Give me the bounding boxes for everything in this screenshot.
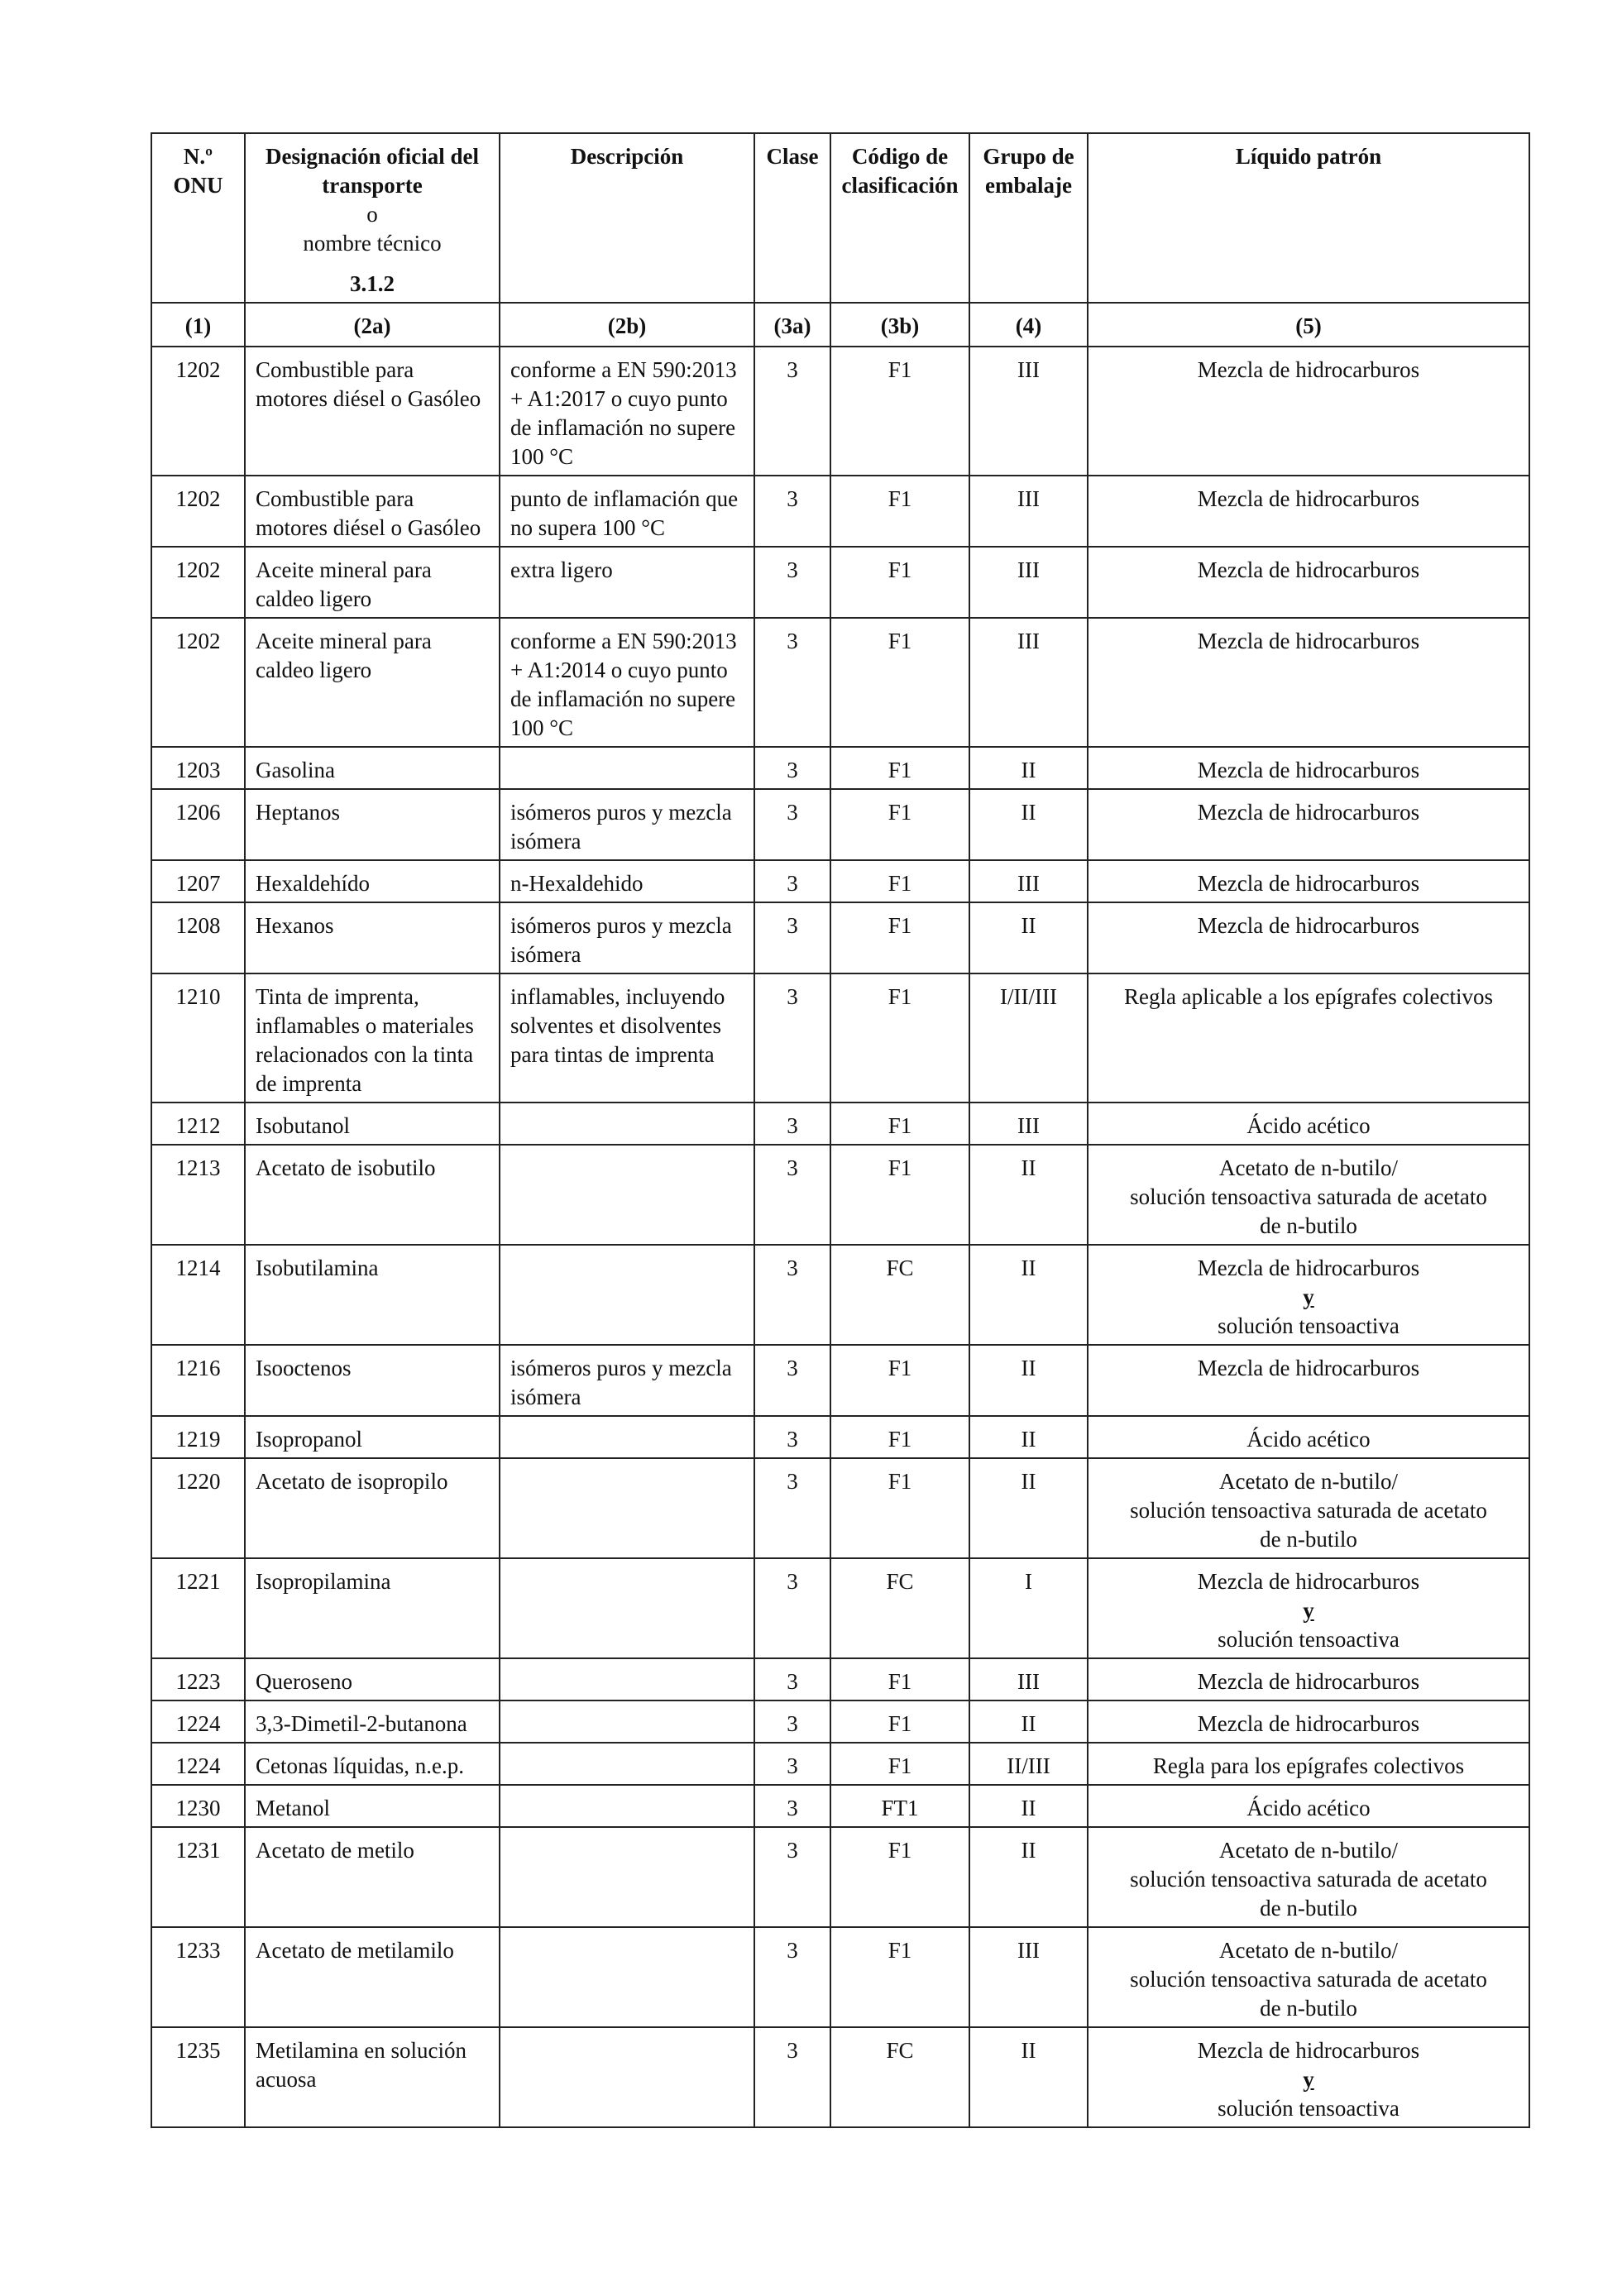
classification-code-cell: F1 [830,1827,969,1927]
table-row [151,860,1529,902]
packing-group-cell: II/III [969,1743,1088,1785]
un-number-cell: 1230 [151,1785,245,1827]
shipping-name-cell: Acetato de isopropilo [245,1458,500,1558]
table-row [151,747,1529,789]
table-row [151,2027,1529,2127]
class-cell: 3 [754,902,830,973]
table-row [151,1245,1529,1345]
un-number-cell: 1235 [151,2027,245,2127]
standard-liquid-line: de n-butilo [1260,1213,1357,1238]
classification-code-cell: F1 [830,476,969,547]
classification-code-cell: F1 [830,1416,969,1458]
standard-liquid-cell [1088,1416,1529,1458]
description-cell [500,1927,754,2027]
un-number-cell: 1206 [151,789,245,860]
class-cell: 3 [754,1558,830,1658]
packing-group-cell: III [969,860,1088,902]
un-number-cell: 1221 [151,1558,245,1658]
standard-liquid-line: Mezcla de hidrocarburos [1197,2038,1420,2063]
standard-liquid-cell [1088,973,1529,1103]
standard-liquid-cell [1088,1785,1529,1827]
description-cell [500,1416,754,1458]
standard-liquid-line: solución tensoactiva saturada de acetato [1130,1967,1487,1992]
standard-liquid-line: Regla para los epígrafes colectivos [1152,1753,1465,1778]
packing-group-cell: III [969,1658,1088,1700]
description-cell: n-Hexaldehido [500,860,754,902]
packing-group-cell: III [969,547,1088,618]
description-cell: conforme a EN 590:2013 + A1:2014 o cuyo punto de inflamación no supere 100 °C [500,618,754,747]
shipping-name-cell: Isobutanol [245,1103,500,1145]
table-row [151,1458,1529,1558]
standard-liquid-line: Acetato de n-butilo/ [1219,1838,1398,1863]
description-cell [500,1658,754,1700]
packing-group-cell: II [969,1345,1088,1416]
shipping-name-cell: Isopropilamina [245,1558,500,1658]
packing-group-cell: II [969,1416,1088,1458]
shipping-name-cell: Isopropanol [245,1416,500,1458]
standard-liquid-line: de n-butilo [1260,1527,1357,1552]
class-cell: 3 [754,1458,830,1558]
class-cell: 3 [754,1145,830,1245]
class-cell: 3 [754,1827,830,1927]
shipping-name-cell: Aceite mineral para caldeo ligero [245,618,500,747]
standard-liquid-line: Mezcla de hidrocarburos [1197,629,1420,653]
classification-code-cell: FC [830,1558,969,1658]
standard-liquid-cell [1088,1145,1529,1245]
standard-liquid-cell [1088,476,1529,547]
description-cell: inflamables, incluyendo solventes et disolventes para tintas de imprenta [500,973,754,1103]
un-number-cell: 1207 [151,860,245,902]
standard-liquid-line: Mezcla de hidrocarburos [1197,557,1420,582]
standard-liquid-line: Acetato de n-butilo/ [1219,1155,1398,1180]
header-name-line2: o [366,202,378,227]
packing-group-cell: III [969,618,1088,747]
classification-code-cell: F1 [830,860,969,902]
conjunction-y: y [1303,1598,1314,1623]
table-row [151,1658,1529,1700]
table-row [151,1743,1529,1785]
packing-group-cell: I/II/III [969,973,1088,1103]
shipping-name-cell: Acetato de isobutilo [245,1145,500,1245]
description-cell [500,747,754,789]
table-row [151,547,1529,618]
classification-code-cell: F1 [830,747,969,789]
description-cell [500,1827,754,1927]
standard-liquid-line: Mezcla de hidrocarburos [1197,357,1420,382]
class-cell: 3 [754,1927,830,2027]
classification-code-cell: F1 [830,618,969,747]
class-cell: 3 [754,1743,830,1785]
header-class: Clase [754,133,830,303]
header-name-line1: Designación oficial del transporte [266,144,479,198]
description-cell: isómeros puros y mezcla isómera [500,902,754,973]
shipping-name-cell: Combustible para motores diésel o Gasóleo [245,476,500,547]
table-row [151,789,1529,860]
packing-group-cell: II [969,2027,1088,2127]
standard-liquid-cell [1088,1658,1529,1700]
table-body [151,303,1529,2127]
standard-liquid-line: de n-butilo [1260,1896,1357,1921]
un-number-cell: 1202 [151,547,245,618]
un-number-cell: 1210 [151,973,245,1103]
un-number-cell: 1214 [151,1245,245,1345]
description-cell [500,1103,754,1145]
description-cell [500,1785,754,1827]
standard-liquid-line: Mezcla de hidrocarburos [1197,1569,1420,1594]
column-number: (4) [969,303,1088,347]
class-cell: 3 [754,1103,830,1145]
standard-liquid-line: Mezcla de hidrocarburos [1197,800,1420,825]
classification-code-cell: F1 [830,1700,969,1743]
class-cell: 3 [754,1785,830,1827]
shipping-name-cell: Isooctenos [245,1345,500,1416]
shipping-name-cell: Hexaldehído [245,860,500,902]
classification-code-cell: F1 [830,1345,969,1416]
table-row [151,1700,1529,1743]
classification-code-cell: F1 [830,1658,969,1700]
packing-group-cell: III [969,1103,1088,1145]
classification-code-cell: FC [830,2027,969,2127]
conjunction-y: y [1303,1284,1314,1309]
description-cell [500,1245,754,1345]
table-row [151,1558,1529,1658]
conjunction-y: y [1303,2067,1314,2092]
standard-liquid-cell [1088,1103,1529,1145]
standard-liquid-cell [1088,1743,1529,1785]
standard-liquid-line: Ácido acético [1246,1427,1371,1452]
standard-liquid-line: solución tensoactiva saturada de acetato [1130,1184,1487,1209]
class-cell: 3 [754,789,830,860]
classification-code-cell: F1 [830,1458,969,1558]
un-number-cell: 1224 [151,1743,245,1785]
class-cell: 3 [754,1658,830,1700]
standard-liquid-cell [1088,1458,1529,1558]
classification-code-cell: F1 [830,789,969,860]
column-number: (5) [1088,303,1529,347]
table-row [151,1827,1529,1927]
table-row [151,476,1529,547]
column-number: (2a) [245,303,500,347]
header-row [151,133,1529,303]
packing-group-cell: II [969,1458,1088,1558]
header-packing-group: Grupo de embalaje [969,133,1088,303]
standard-liquid-cell [1088,1558,1529,1658]
shipping-name-cell: Metanol [245,1785,500,1827]
classification-code-cell: F1 [830,1743,969,1785]
packing-group-cell: III [969,347,1088,476]
standard-liquid-line: Regla aplicable a los epígrafes colectivos [1123,984,1494,1009]
classification-code-cell: F1 [830,547,969,618]
column-number: (3a) [754,303,830,347]
shipping-name-cell: 3,3-Dimetil-2-butanona [245,1700,500,1743]
shipping-name-cell: Queroseno [245,1658,500,1700]
header-name-line3: nombre técnico [303,231,442,256]
packing-group-cell: II [969,1785,1088,1827]
class-cell: 3 [754,2027,830,2127]
standard-liquid-line: solución tensoactiva [1218,2096,1400,2121]
shipping-name-cell: Aceite mineral para caldeo ligero [245,547,500,618]
standard-liquid-cell [1088,547,1529,618]
shipping-name-cell: Acetato de metilo [245,1827,500,1927]
standard-liquid-line: Ácido acético [1246,1796,1371,1820]
description-cell: conforme a EN 590:2013 + A1:2017 o cuyo punto de inflamación no supere 100 °C [500,347,754,476]
shipping-name-cell: Metilamina en solución acuosa [245,2027,500,2127]
standard-liquid-cell [1088,347,1529,476]
standard-liquid-cell [1088,1345,1529,1416]
header-un-number: N.º ONU [151,133,245,303]
class-cell: 3 [754,973,830,1103]
standard-liquid-cell [1088,860,1529,902]
header-classification-code: Código de clasificación [830,133,969,303]
class-cell: 3 [754,618,830,747]
un-number-cell: 1213 [151,1145,245,1245]
packing-group-cell: III [969,1927,1088,2027]
shipping-name-cell: Acetato de metilamilo [245,1927,500,2027]
column-number-row [151,303,1529,347]
table-row [151,973,1529,1103]
standard-liquid-line: Ácido acético [1246,1113,1371,1138]
standard-liquid-line: solución tensoactiva [1218,1627,1400,1652]
un-number-cell: 1216 [151,1345,245,1416]
standard-liquid-line: solución tensoactiva saturada de acetato [1130,1498,1487,1523]
table-row [151,1927,1529,2027]
shipping-name-cell: Tinta de imprenta, inflamables o materiales relacionados con la tinta de imprenta [245,973,500,1103]
column-number: (1) [151,303,245,347]
un-number-cell: 1212 [151,1103,245,1145]
table-row [151,618,1529,747]
un-number-cell: 1231 [151,1827,245,1927]
un-number-cell: 1202 [151,476,245,547]
packing-group-cell: II [969,789,1088,860]
un-number-cell: 1220 [151,1458,245,1558]
header-standard-liquid: Líquido patrón [1088,133,1529,303]
un-number-cell: 1219 [151,1416,245,1458]
packing-group-cell: II [969,747,1088,789]
table-row [151,1785,1529,1827]
description-cell [500,1458,754,1558]
description-cell [500,1145,754,1245]
standard-liquid-cell [1088,902,1529,973]
classification-code-cell: F1 [830,1145,969,1245]
dangerous-goods-table [151,132,1530,2128]
un-number-cell: 1233 [151,1927,245,2027]
standard-liquid-line: Mezcla de hidrocarburos [1197,871,1420,896]
packing-group-cell: II [969,1245,1088,1345]
un-number-cell: 1223 [151,1658,245,1700]
standard-liquid-line: Mezcla de hidrocarburos [1197,913,1420,938]
packing-group-cell: II [969,1700,1088,1743]
shipping-name-cell: Heptanos [245,789,500,860]
standard-liquid-line: Acetato de n-butilo/ [1219,1938,1398,1963]
standard-liquid-line: Mezcla de hidrocarburos [1197,1256,1420,1280]
standard-liquid-line: solución tensoactiva [1218,1313,1400,1338]
classification-code-cell: F1 [830,973,969,1103]
standard-liquid-line: solución tensoactiva saturada de acetato [1130,1867,1487,1892]
un-number-cell: 1203 [151,747,245,789]
standard-liquid-line: de n-butilo [1260,1996,1357,2021]
header-section-ref: 3.1.2 [350,271,395,296]
table-row [151,902,1529,973]
un-number-cell: 1202 [151,347,245,476]
un-number-cell: 1202 [151,618,245,747]
standard-liquid-cell [1088,1245,1529,1345]
description-cell: punto de inflamación que no supera 100 °C [500,476,754,547]
class-cell: 3 [754,1345,830,1416]
description-cell: isómeros puros y mezcla isómera [500,1345,754,1416]
standard-liquid-line: Mezcla de hidrocarburos [1197,486,1420,511]
description-cell [500,1700,754,1743]
standard-liquid-line: Acetato de n-butilo/ [1219,1469,1398,1494]
header-proper-shipping-name [245,133,500,303]
class-cell: 3 [754,747,830,789]
column-number: (3b) [830,303,969,347]
standard-liquid-cell [1088,618,1529,747]
packing-group-cell: I [969,1558,1088,1658]
packing-group-cell: II [969,1145,1088,1245]
classification-code-cell: F1 [830,902,969,973]
table-row [151,1416,1529,1458]
header-description: Descripción [500,133,754,303]
standard-liquid-line: Mezcla de hidrocarburos [1197,1711,1420,1736]
shipping-name-cell: Isobutilamina [245,1245,500,1345]
shipping-name-cell: Combustible para motores diésel o Gasóleo [245,347,500,476]
class-cell: 3 [754,476,830,547]
packing-group-cell: II [969,902,1088,973]
standard-liquid-line: Mezcla de hidrocarburos [1197,758,1420,782]
standard-liquid-line: Mezcla de hidrocarburos [1197,1356,1420,1380]
un-number-cell: 1224 [151,1700,245,1743]
class-cell: 3 [754,1416,830,1458]
standard-liquid-cell [1088,1927,1529,2027]
classification-code-cell: FT1 [830,1785,969,1827]
description-cell [500,1743,754,1785]
table-row [151,1345,1529,1416]
packing-group-cell: II [969,1827,1088,1927]
classification-code-cell: FC [830,1245,969,1345]
description-cell: extra ligero [500,547,754,618]
class-cell: 3 [754,1700,830,1743]
description-cell [500,1558,754,1658]
standard-liquid-cell [1088,747,1529,789]
table-row [151,1103,1529,1145]
shipping-name-cell: Gasolina [245,747,500,789]
standard-liquid-cell [1088,2027,1529,2127]
packing-group-cell: III [969,476,1088,547]
classification-code-cell: F1 [830,1103,969,1145]
un-number-cell: 1208 [151,902,245,973]
class-cell: 3 [754,1245,830,1345]
shipping-name-cell: Hexanos [245,902,500,973]
shipping-name-cell: Cetonas líquidas, n.e.p. [245,1743,500,1785]
standard-liquid-cell [1088,1700,1529,1743]
column-number: (2b) [500,303,754,347]
table-row [151,1145,1529,1245]
classification-code-cell: F1 [830,1927,969,2027]
standard-liquid-cell [1088,789,1529,860]
description-cell [500,2027,754,2127]
table-row [151,347,1529,476]
class-cell: 3 [754,547,830,618]
standard-liquid-line: Mezcla de hidrocarburos [1197,1669,1420,1694]
class-cell: 3 [754,860,830,902]
class-cell: 3 [754,347,830,476]
classification-code-cell: F1 [830,347,969,476]
standard-liquid-cell [1088,1827,1529,1927]
description-cell: isómeros puros y mezcla isómera [500,789,754,860]
